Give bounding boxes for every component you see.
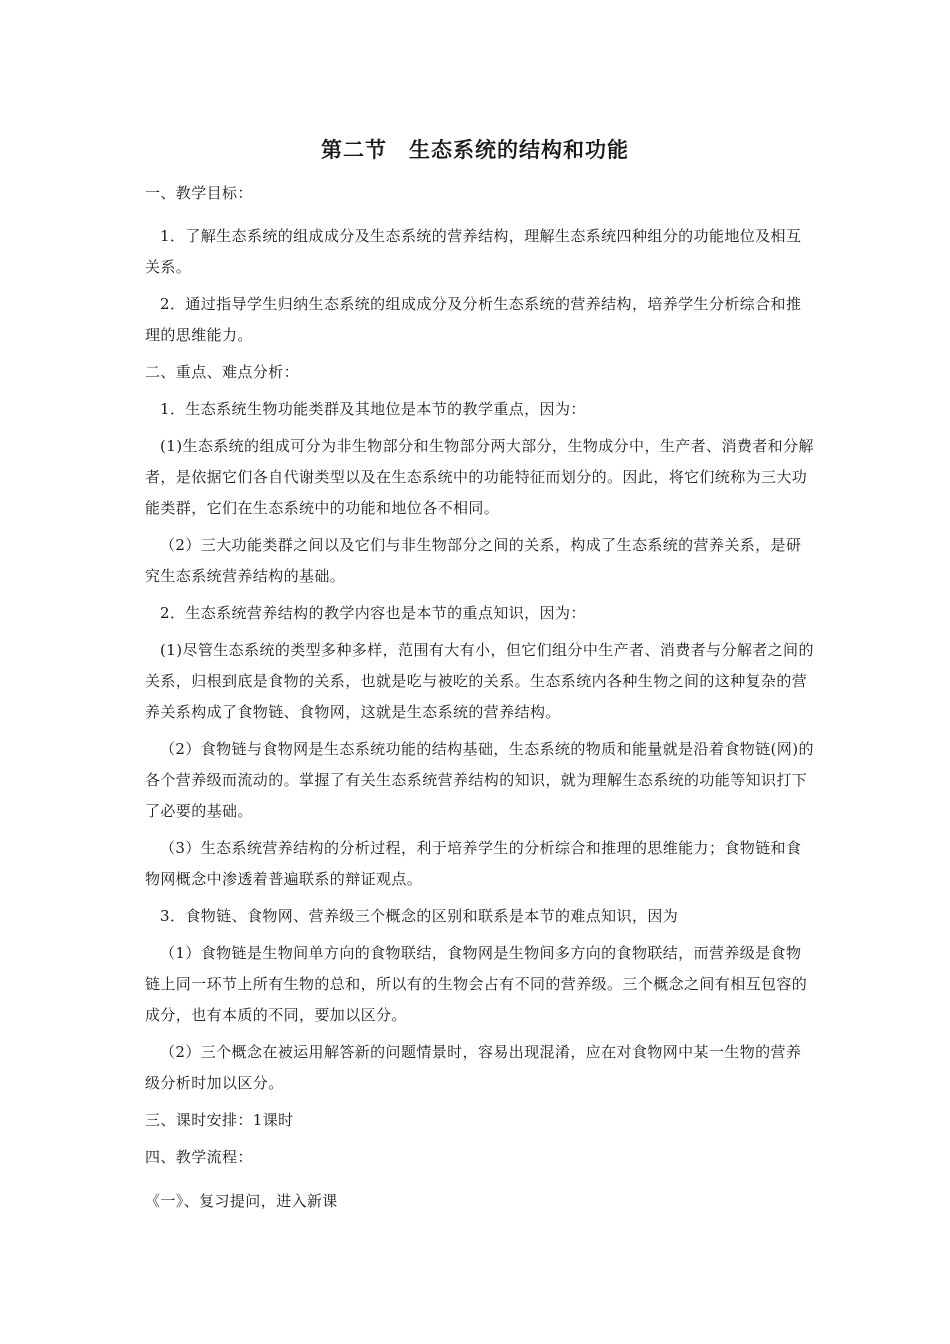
key-point-2-sub-2: （2）食物链与食物网是生态系统功能的结构基础，生态系统的物质和能量就是沿着食物链(网)的各个营养级而流动的。掌握了有关生态系统营养结构的知识，就为理解生态系统的功能等知识打下了必要的基础。 [145,740,814,820]
key-point-3-sub-2: （2）三个概念在被运用解答新的问题情景时，容易出现混淆，应在对食物网中某一生物的营养级分析时加以区分。 [145,1043,802,1092]
document-body [145,178,815,1173]
section-heading-process: 四、教学流程： [145,1148,253,1166]
key-point-3-sub-1: （1）食物链是生物间单方向的食物联结，食物网是生物间多方向的食物联结，而营养级是食物链上同一环节上所有生物的总和，所以有的生物会占有不同的营养级。三个概念之间有相互包容的成分，也有本质的不同，要加以区分。 [145,944,808,1024]
key-point-item-3: 3．食物链、食物网、营养级三个概念的区别和联系是本节的难点知识，因为 [160,907,679,925]
key-point-1-sub-2: （2）三大功能类群之间以及它们与非生物部分之间的关系，构成了生态系统的营养关系，是研究生态系统营养结构的基础。 [145,536,802,585]
review-section-heading: 《一》、复习提问，进入新课 [145,1192,338,1210]
page-title: 第二节 生态系统的结构和功能 [321,138,629,162]
key-point-2-sub-1: (1)尽管生态系统的类型多种多样，范围有大有小，但它们组分中生产者、消费者与分解者之间的关系，归根到底是食物的关系，也就是吃与被吃的关系。生态系统内各种生物之间的这种复杂的营养关系构成了食物链、食物网，这就是生态系统的营养结构。 [145,641,814,721]
objective-item-1: 1．了解生态系统的组成成分及生态系统的营养结构，理解生态系统四种组分的功能地位及相互关系。 [145,227,802,276]
section-heading-key-points: 二、重点、难点分析： [145,363,300,381]
key-point-item-1: 1．生态系统生物功能类群及其地位是本节的教学重点，因为： [160,400,586,418]
key-point-2-sub-3: （3）生态系统营养结构的分析过程，利于培养学生的分析综合和推理的思维能力；食物链和食物网概念中渗透着普遍联系的辩证观点。 [145,839,802,888]
key-point-item-2: 2．生态系统营养结构的教学内容也是本节的重点知识，因为： [160,604,586,622]
key-point-1-sub-1: (1)生态系统的组成可分为非生物部分和生物部分两大部分，生物成分中，生产者、消费者和分解者，是依据它们各自代谢类型以及在生态系统中的功能特征而划分的。因此，将它们统称为三大功能类群，它们在生态系统中的功能和地位各不相同。 [145,437,814,517]
section-heading-objectives: 一、教学目标： [145,184,253,202]
objective-item-2: 2．通过指导学生归纳生态系统的组成成分及分析生态系统的营养结构，培养学生分析综合和推理的思维能力。 [145,295,802,344]
section-heading-schedule: 三、课时安排：1课时 [145,1111,294,1129]
